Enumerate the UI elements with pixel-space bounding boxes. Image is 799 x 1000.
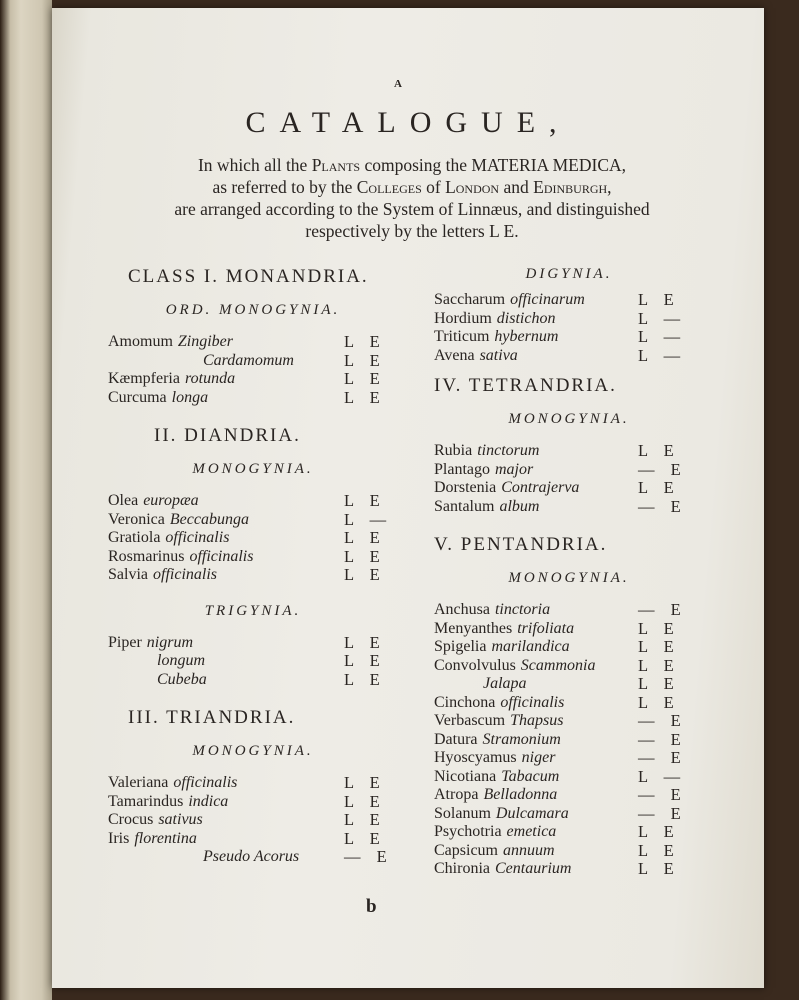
species-name: Pseudo Acorus [203, 848, 300, 865]
college-letters: L — [344, 509, 393, 529]
species-name: longa [171, 388, 209, 406]
order-heading: ORD. MONOGYNIA. [165, 302, 341, 318]
college-letters: L E [638, 655, 680, 675]
species-name: niger [521, 749, 556, 766]
genus-name: Convolvulus [434, 656, 516, 674]
catalogue-entry [434, 805, 704, 824]
class-heading: CLASS I. MONANDRIA. [128, 266, 369, 287]
college-letters: L E [638, 441, 680, 460]
college-letters: L E [344, 773, 386, 792]
genus-name: Kæmpferia [108, 370, 180, 387]
species-name: officinalis [500, 693, 565, 711]
genus-name: Triticum [434, 328, 490, 345]
genus-name: Piper [108, 633, 142, 651]
subtitle-text: and [499, 177, 534, 197]
catalogue-entry [108, 492, 398, 511]
species-name: officinalis [189, 547, 254, 565]
subtitle-text: respectively by the letters L E. [305, 221, 519, 241]
genus-name: Santalum [434, 497, 495, 515]
species-name: Cubeba [157, 670, 207, 688]
entry-list [434, 291, 704, 365]
catalogue-entry [434, 638, 704, 657]
genus-name: Iris [108, 829, 130, 847]
catalogue-entry [108, 830, 398, 849]
right-column [434, 266, 704, 879]
species-name: rotunda [184, 370, 236, 387]
species-name: major [495, 460, 534, 478]
genus-name: Spigelia [434, 638, 487, 655]
college-letters: L E [344, 632, 386, 652]
catalogue-entry [434, 731, 704, 750]
catalogue-entry [434, 823, 704, 842]
species-name: distichon [496, 309, 556, 327]
genus-name: Gratiola [108, 529, 161, 546]
class-heading: II. DIANDRIA. [154, 425, 301, 446]
genus-name: Dorstenia [434, 479, 497, 496]
college-letters: L E [344, 669, 386, 689]
genus-name: Hyoscyamus [434, 749, 517, 766]
species-name: Zingiber [177, 333, 234, 350]
species-name: Centaurium [495, 860, 572, 877]
species-name: album [499, 497, 540, 515]
college-letters: — E [638, 729, 687, 749]
catalogue-entry [108, 671, 398, 690]
species-name: Tabacum [501, 767, 560, 785]
class-heading: IV. TETRANDRIA. [434, 375, 617, 396]
catalogue-entry [108, 352, 398, 371]
catalogue-entry [434, 749, 704, 768]
genus-name: Hordium [434, 309, 492, 327]
catalogue-entry [108, 848, 398, 867]
genus-name: Crocus [108, 811, 154, 828]
college-letters: L E [344, 528, 386, 547]
left-column [108, 266, 398, 867]
species-name: Contrajerva [501, 479, 580, 496]
order-heading: DIGYNIA. [525, 266, 613, 282]
catalogue-entry [108, 529, 398, 548]
entry-list [108, 492, 398, 585]
catalogue-entry [434, 694, 704, 713]
species-name: officinalis [165, 529, 230, 546]
college-letters: — E [638, 803, 687, 823]
catalogue-entry [108, 548, 398, 567]
species-name: indica [188, 792, 229, 810]
catalogue-entry [108, 652, 398, 671]
college-letters: — E [638, 600, 687, 619]
college-letters: L E [638, 840, 680, 860]
genus-name: Menyanthes [434, 619, 513, 637]
college-letters: — E [638, 748, 687, 767]
college-letters: L E [344, 387, 386, 407]
entry-list [108, 774, 398, 867]
entry-list [434, 442, 704, 516]
catalogue-entry [434, 479, 704, 498]
genus-name: Rubia [434, 442, 473, 459]
college-letters: L E [344, 565, 386, 584]
species-name: annuum [503, 841, 555, 859]
species-name: Belladonna [483, 786, 558, 803]
catalogue-entry [434, 347, 704, 366]
college-letters: L E [638, 674, 680, 693]
entry-list [108, 634, 398, 690]
order-heading: MONOGYNIA. [192, 461, 314, 477]
class-heading: III. TRIANDRIA. [128, 707, 296, 728]
genus-name: Atropa [434, 786, 479, 803]
subtitle-text: Plants [311, 155, 361, 175]
order-heading: TRIGYNIA. [204, 602, 302, 619]
college-letters: L E [638, 290, 680, 309]
catalogue-entry [434, 601, 704, 620]
catalogue-entry [434, 310, 704, 329]
genus-name: Nicotiana [434, 767, 497, 785]
species-name: sativa [479, 346, 518, 364]
page-subtitle [132, 154, 692, 242]
catalogue-page [52, 8, 764, 988]
genus-name: Olea [108, 492, 139, 509]
college-letters: — E [344, 847, 393, 866]
college-letters: L E [344, 791, 386, 811]
college-letters: — E [638, 459, 687, 479]
species-name: officinalis [173, 774, 238, 791]
genus-name: Saccharum [434, 291, 506, 308]
college-letters: L E [344, 350, 386, 370]
book-spine-edge [0, 0, 52, 1000]
genus-name: Anchusa [434, 601, 490, 618]
species-name: florentina [134, 829, 197, 847]
college-letters: L E [344, 828, 386, 848]
catalogue-entry [434, 768, 704, 787]
catalogue-entry [434, 328, 704, 347]
college-letters: L — [638, 327, 687, 346]
catalogue-entry [434, 620, 704, 639]
college-letters: L E [344, 810, 386, 829]
college-letters: L E [638, 618, 680, 638]
signature-mark: b [366, 896, 377, 917]
catalogue-entry [434, 657, 704, 676]
entry-list [108, 333, 398, 407]
genus-name: Verbascum [434, 712, 506, 729]
college-letters: L E [638, 478, 680, 497]
subtitle-text: Colleges [356, 177, 422, 197]
catalogue-entry [434, 786, 704, 805]
genus-name: Avena [434, 346, 475, 364]
species-name: emetica [506, 823, 557, 840]
catalogue-entry [108, 811, 398, 830]
genus-name: Veronica [108, 510, 165, 528]
college-letters: L E [638, 692, 680, 712]
catalogue-entry [108, 370, 398, 389]
genus-name: Salvia [108, 566, 148, 583]
order-heading: MONOGYNIA. [508, 570, 630, 586]
college-letters: L E [638, 859, 680, 878]
species-name: sativus [158, 811, 203, 828]
species-name: officinarum [510, 291, 585, 308]
college-letters: L E [638, 637, 680, 656]
catalogue-entry [434, 498, 704, 517]
catalogue-entry [434, 860, 704, 879]
species-name: tinctorum [477, 442, 540, 459]
college-letters: L — [638, 345, 687, 365]
entry-list [434, 601, 704, 879]
genus-name: Datura [434, 730, 478, 748]
catalogue-entry [108, 774, 398, 793]
species-name: trifoliata [517, 619, 575, 637]
subtitle-text: are arranged according to the System of Linnæus, and distinguished [174, 199, 650, 219]
college-letters: L E [344, 491, 386, 510]
catalogue-entry [434, 461, 704, 480]
college-letters: L E [344, 546, 386, 566]
college-letters: L — [638, 766, 687, 786]
subtitle-text: London [445, 177, 500, 197]
order-heading: MONOGYNIA. [192, 743, 314, 759]
genus-name: Psychotria [434, 823, 502, 840]
species-name: europæa [143, 492, 199, 509]
genus-name: Cinchona [434, 693, 496, 711]
class-heading: V. PENTANDRIA. [434, 534, 608, 555]
species-name: Dulcamara [495, 804, 569, 822]
genus-name: Solanum [434, 804, 491, 822]
catalogue-entry [434, 442, 704, 461]
catalogue-entry [108, 566, 398, 585]
catalogue-entry [434, 291, 704, 310]
species-name: Jalapa [483, 675, 527, 692]
species-name: longum [157, 652, 205, 669]
top-mark: A [394, 78, 402, 90]
genus-name: Curcuma [108, 388, 167, 406]
catalogue-entry [108, 389, 398, 408]
species-name: Scammonia [520, 656, 596, 674]
college-letters: — E [638, 711, 687, 730]
catalogue-entry [108, 511, 398, 530]
genus-name: Capsicum [434, 841, 498, 859]
catalogue-entry [434, 842, 704, 861]
subtitle-text: Edinburgh [533, 177, 608, 197]
species-name: Stramonium [482, 730, 561, 748]
species-name: hybernum [494, 328, 559, 345]
subtitle-text: composing the MATERIA MEDICA, [360, 155, 627, 175]
subtitle-text: , [607, 177, 612, 197]
species-name: tinctoria [494, 601, 551, 618]
catalogue-entry [108, 793, 398, 812]
species-name: marilandica [491, 638, 570, 655]
page-title: CATALOGUE, [245, 106, 571, 139]
genus-name: Tamarindus [108, 792, 184, 810]
species-name: Beccabunga [169, 510, 249, 528]
college-letters: L E [344, 332, 386, 351]
catalogue-entry [434, 675, 704, 694]
genus-name: Chironia [434, 860, 490, 877]
college-letters: L — [638, 308, 687, 328]
catalogue-entry [108, 634, 398, 653]
catalogue-entry [108, 333, 398, 352]
order-heading: MONOGYNIA. [508, 411, 630, 427]
college-letters: L E [344, 369, 386, 388]
genus-name: Rosmarinus [108, 547, 185, 565]
species-name: Cardamomum [203, 351, 294, 369]
subtitle-text: of [421, 177, 446, 197]
genus-name: Plantago [434, 460, 490, 478]
genus-name: Valeriana [108, 774, 169, 791]
subtitle-text: In which all the [197, 155, 312, 175]
genus-name: Amomum [108, 333, 173, 350]
college-letters: L E [638, 822, 680, 841]
species-name: Thapsus [510, 712, 564, 729]
college-letters: L E [344, 651, 386, 670]
catalogue-entry [434, 712, 704, 731]
college-letters: — E [638, 496, 687, 516]
college-letters: — E [638, 785, 687, 804]
species-name: officinalis [153, 566, 217, 583]
subtitle-text: as referred to by the [212, 177, 357, 197]
species-name: nigrum [146, 633, 194, 651]
